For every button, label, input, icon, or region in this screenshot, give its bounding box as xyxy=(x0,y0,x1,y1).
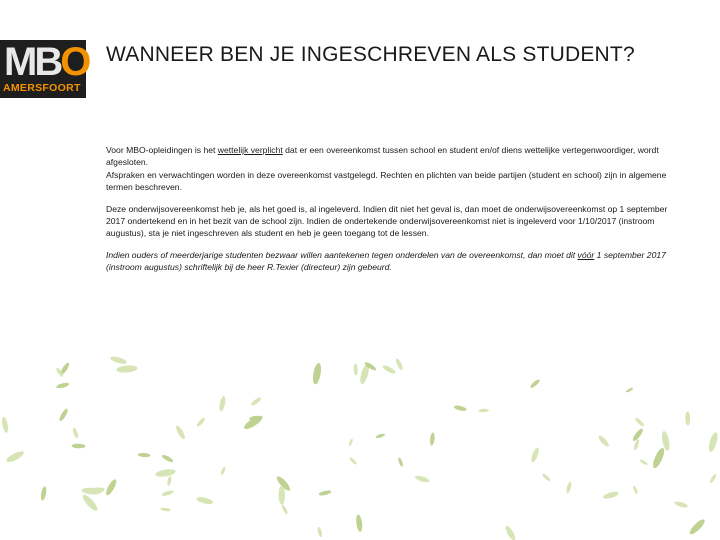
leaf-shape xyxy=(312,362,323,385)
leaf-shape xyxy=(40,486,47,501)
logo-wordmark: MBO xyxy=(4,40,89,84)
leaf-shape xyxy=(355,514,363,532)
leaf-shape xyxy=(688,517,707,536)
leaf-shape xyxy=(632,485,638,494)
leaf-shape xyxy=(242,413,264,431)
leaf-shape xyxy=(167,476,172,487)
leaf-shape xyxy=(353,363,357,375)
leaf-shape xyxy=(674,500,689,508)
leaf-shape xyxy=(161,490,174,497)
leaf-shape xyxy=(160,507,171,512)
paragraph-3: Indien ouders of meerderjarige studenten bezwaar willen aantekenen tegen onderdelen van de overeenkomst, dan moet dit vóór 1 september 2017 (instroom augustus) schriftelijk bij de heer R.Texier (directeur) zijn gebeurd. xyxy=(106,249,666,273)
paragraph-1-continued: Afspraken en verwachtingen worden in deze overeenkomst vastgelegd. Rechten en plichten van beide partijen (student en school) zijn in algemene termen beschreven. xyxy=(106,169,667,193)
body-text xyxy=(106,144,686,283)
leaf-shape xyxy=(196,496,214,506)
leaf-shape xyxy=(349,456,358,465)
leaf-shape xyxy=(318,490,331,497)
leaf-shape xyxy=(625,387,633,393)
leaf-shape xyxy=(250,396,262,407)
leaf-shape xyxy=(317,526,323,537)
leaf-shape xyxy=(530,447,540,463)
leaf-shape xyxy=(529,378,540,389)
page-title: WANNEER BEN JE INGESCHREVEN ALS STUDENT? xyxy=(106,43,635,66)
leaf-shape xyxy=(602,490,619,500)
paragraph-2: Deze onderwijsovereenkomst heb je, als het goed is, al ingeleverd. Indien dit niet het geval is, dan moet de onderwijsovereenkomst op 1 september 2017 ondertekend en in het bezit van de school zijn. Indien de ondertekende onderwijsovereenkomst niet is ingeleverd voor 1/10/2017 (instroom augustus), sta je niet ingeschreven als student en heb je geen toegang tot de lessen. xyxy=(106,203,668,239)
leaf-shape xyxy=(478,409,489,413)
leaf-shape xyxy=(709,473,717,483)
leaf-shape xyxy=(161,454,174,464)
leaf-shape xyxy=(81,493,100,513)
leaf-shape xyxy=(504,525,517,540)
leaf-shape xyxy=(138,452,151,457)
leaf-shape xyxy=(597,434,610,448)
leaf-shape xyxy=(429,432,435,446)
leaf-shape xyxy=(155,468,176,478)
leaf-shape xyxy=(634,417,645,428)
leaf-shape xyxy=(382,364,397,375)
leaf-shape xyxy=(281,504,289,515)
leaf-shape xyxy=(651,447,666,470)
leaf-shape xyxy=(104,478,118,496)
leaf-shape xyxy=(110,355,128,365)
leaf-shape xyxy=(414,474,430,483)
leaf-shape xyxy=(348,438,353,446)
logo-subtitle: AMERSFOORT xyxy=(3,82,81,94)
paragraph-1: Voor MBO-opleidingen is het wettelijk verplicht dat er een overeenkomst tussen school en student en/of diens wettelijke vertegenwoordiger, wordt afgesloten. Afspraken en verwachtingen worden in deze overeenkomst vastgelegd. Rechten en plichten van beide partijen (student en school) zijn in algemene termen beschreven. xyxy=(106,145,667,193)
leaf-shape xyxy=(1,416,9,433)
leaf-shape xyxy=(395,358,404,371)
leaf-shape xyxy=(175,425,187,441)
leaf-shape xyxy=(220,466,226,475)
mbo-amersfoort-logo xyxy=(0,40,89,98)
leaf-shape xyxy=(541,473,551,482)
leaf-shape xyxy=(397,457,403,467)
leaf-shape xyxy=(5,449,25,464)
leaf-shape xyxy=(453,404,467,411)
underlined-word: vóór xyxy=(577,249,595,260)
leaf-shape xyxy=(58,408,69,422)
leaf-shape xyxy=(685,411,690,425)
leaf-shape xyxy=(279,486,285,505)
leaf-shape xyxy=(218,396,226,412)
leaf-shape xyxy=(196,417,206,428)
leaf-shape xyxy=(565,481,572,493)
leaf-shape xyxy=(56,382,70,389)
leaf-shape xyxy=(707,431,719,452)
leaf-shape xyxy=(72,443,86,448)
underlined-phrase: wettelijk verplicht xyxy=(217,145,283,155)
leaf-shape xyxy=(72,427,79,439)
leaf-shape xyxy=(375,433,385,439)
leaf-shape xyxy=(116,365,138,374)
leaf-shape xyxy=(639,459,649,466)
